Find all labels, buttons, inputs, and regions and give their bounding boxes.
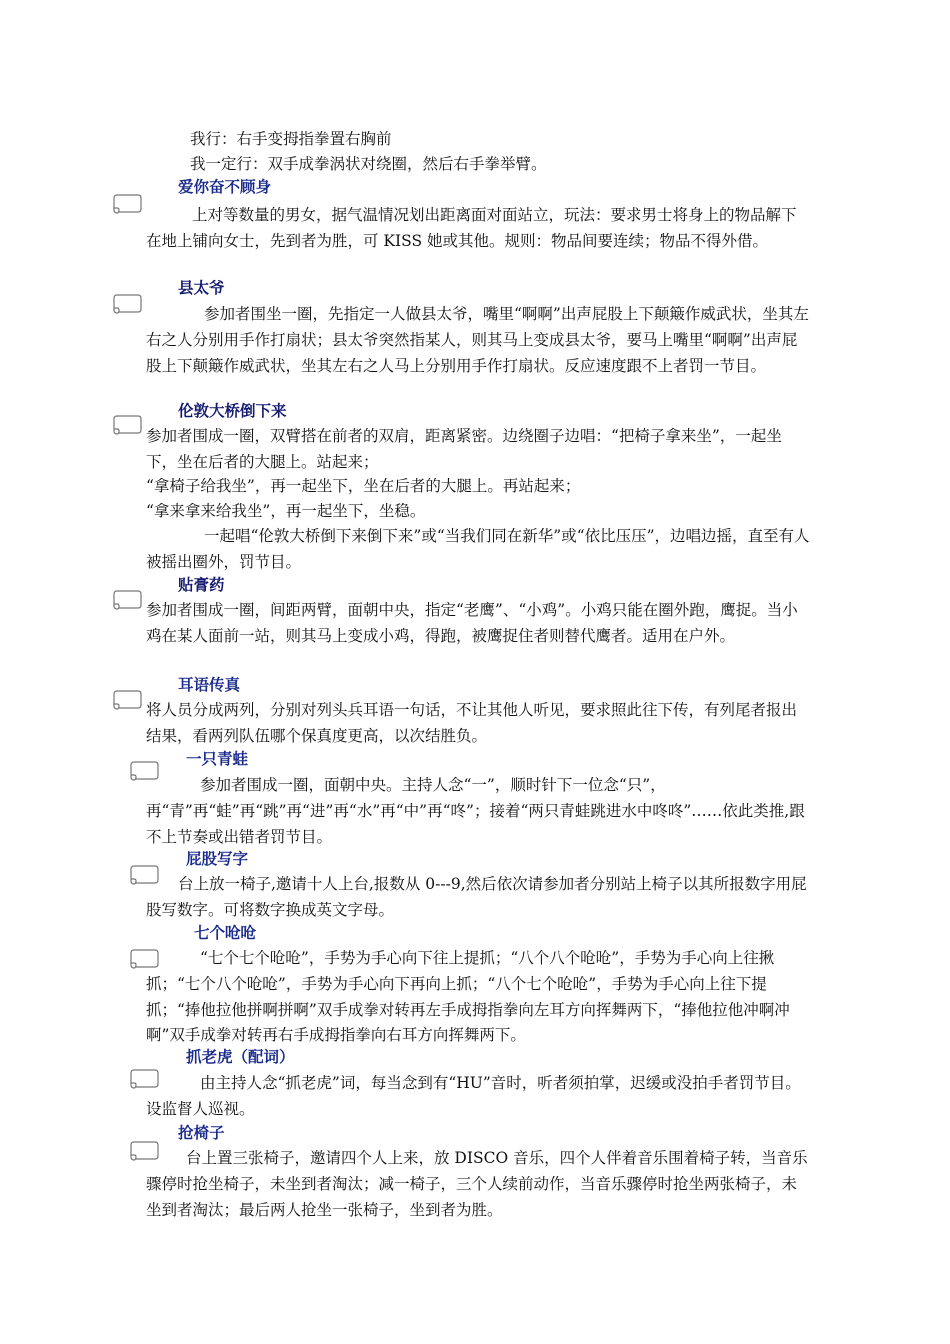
section-paragraph: “拿来拿来给我坐”，再一起坐下，坐稳。	[146, 502, 426, 520]
section-title: 贴膏药	[178, 575, 225, 594]
scroll-icon	[111, 589, 143, 611]
scroll-icon	[111, 689, 143, 711]
scroll-icon	[111, 414, 143, 436]
section-title: 一只青蛙	[186, 749, 249, 768]
intro-line-2: 我一定行：双手成拳涡状对绕圈，然后右手拳举臂。	[190, 155, 547, 173]
section-paragraph: 台上放一椅子,邀请十人上台,报数从 0---9,然后依次请参加者分别站上椅子以其所报数字用屁股写数字。可将数字换成英文字母。	[146, 875, 807, 919]
scroll-icon	[111, 293, 143, 315]
section-paragraph: 上对等数量的男女，据气温情况划出距离面对面站立，玩法：要求男士将身上的物品解下在地上铺向女士，先到者为胜，可 KISS 她或其他。规则：物品间要连续；物品不得外借。	[146, 206, 797, 250]
section-paragraph: “七个七个呛呛”，手势为手心向下往上提抓；“八个八个呛呛”，手势为手心向上往揪抓；“七个八个呛呛”，手势为手心向下再向上抓；“八个七个呛呛”，手势为手心向上往下提抓；“捧他拉他拼啊拼啊”双手成拳对转再左手成拇指拳向左耳方向挥舞两下，“捧他拉他冲啊冲啊”双手成拳对转再右手成拇指拳向右耳方向挥舞两下。	[146, 949, 790, 1045]
scroll-icon	[111, 193, 143, 215]
section-title: 爱你奋不顾身	[178, 177, 272, 196]
section-paragraph: 台上置三张椅子，邀请四个人上来，放 DISCO 音乐，四个人伴着音乐围着椅子转，当音乐骤停时抢坐椅子，未坐到者淘汰；减一椅子，三个人续前动作，当音乐骤停时抢坐两张椅子，未坐到者淘汰；最后两人抢坐一张椅子，坐到者为胜。	[146, 1149, 808, 1219]
section-title: 耳语传真	[178, 675, 241, 694]
section-paragraph: 参加者围成一圈，间距两臂，面朝中央，指定“老鹰”、“小鸡”。小鸡只能在圈外跑，鹰捉。当小鸡在某人面前一站，则其马上变成小鸡，得跑，被鹰捉住者则替代鹰者。适用在户外。	[146, 601, 798, 645]
section-title: 屁股写字	[186, 849, 249, 868]
section-paragraph: 参加者围成一圈，面朝中央。主持人念“一”，顺时针下一位念“只”，再“青”再“蛙”再“跳”再“进”再“水”再“中”再“咚”；接着“两只青蛙跳进水中咚咚”……依此类推,跟不上节奏或出错者罚节目。	[146, 776, 805, 846]
section-paragraph: 将人员分成两列，分别对列头兵耳语一句话，不让其他人听见，要求照此往下传，有列尾者报出结果，看两列队伍哪个保真度更高，以次结胜负。	[146, 701, 798, 745]
section-paragraph: 由主持人念“抓老虎”词，每当念到有“HU”音时，听者须拍掌，迟缓或没拍手者罚节目。设监督人巡视。	[146, 1074, 801, 1118]
section-title: 抓老虎（配词）	[186, 1047, 295, 1066]
section-paragraph: 一起唱“伦敦大桥倒下来倒下来”或“当我们同在新华”或“依比压压”，边唱边摇，直至有人被摇出圈外，罚节目。	[146, 527, 810, 571]
section-paragraph: 参加者围成一圈，双臂搭在前者的双肩，距离紧密。边绕圈子边唱：“把椅子拿来坐”，一起坐下，坐在后者的大腿上。站起来；	[146, 427, 782, 471]
section-title: 县太爷	[178, 278, 225, 297]
intro-line-1: 我行：右手变拇指拳置右胸前	[190, 130, 392, 148]
section-title: 抢椅子	[178, 1123, 225, 1142]
section-title: 七个呛呛	[194, 923, 257, 942]
section-title: 伦敦大桥倒下来	[178, 401, 287, 420]
section-paragraph: “拿椅子给我坐”，再一起坐下，坐在后者的大腿上。再站起来；	[146, 477, 581, 495]
section-paragraph: 参加者围坐一圈，先指定一人做县太爷，嘴里“啊啊”出声屁股上下颠簸作威武状，坐其左右之人分别用手作打扇状；县太爷突然指某人，则其马上变成县太爷，要马上嘴里“啊啊”出声屁股上下颠簸作威武状，坐其左右之人马上分别用手作打扇状。反应速度跟不上者罚一节目。	[146, 305, 809, 375]
